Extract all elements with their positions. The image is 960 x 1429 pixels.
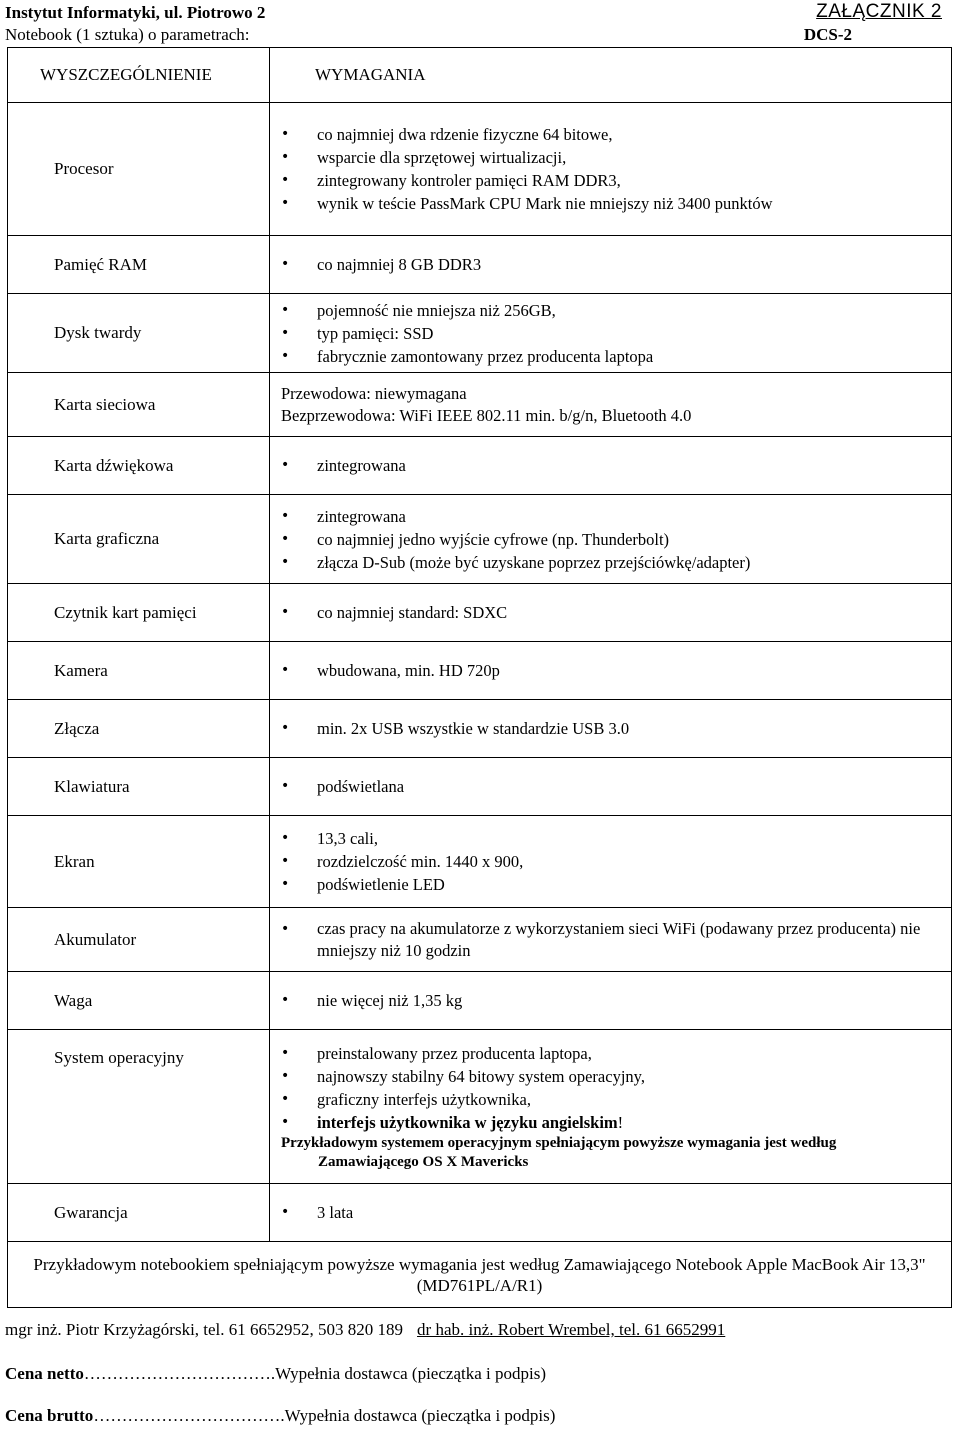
spec-item: • co najmniej jedno wyjście cyfrowe (np. Thunderbolt): [281, 528, 951, 551]
spec-line: Bezprzewodowa: WiFi IEEE 802.11 min. b/g/n, Bluetooth 4.0: [281, 405, 692, 425]
gross-price-field[interactable]: …………………………….Wypełnia dostawca (pieczątka i podpis): [93, 1406, 556, 1425]
net-price-field[interactable]: …………………………….Wypełnia dostawca (pieczątka i podpis): [83, 1364, 546, 1383]
spec-item: • podświetlana: [281, 775, 951, 798]
spec-item: • pojemność nie mniejsza niż 256GB,: [281, 299, 951, 322]
spec-item: • min. 2x USB wszystkie w standardzie USB 3.0: [281, 717, 951, 740]
spec-row-ram: [8, 236, 952, 294]
attachment-number: ZAŁĄCZNIK 2: [816, 1, 942, 22]
spec-item: • nie więcej niż 1,35 kg: [281, 989, 951, 1012]
spec-table: [7, 47, 952, 1308]
spec-item: • wsparcie dla sprzętowej wirtualizacji,: [281, 146, 951, 169]
note-line: Zamawiającego OS X Mavericks: [318, 1153, 529, 1170]
spec-item: • fabrycznie zamontowany przez producenta laptopa: [281, 345, 951, 368]
spec-label: Procesor: [8, 103, 270, 236]
spec-label: Karta sieciowa: [8, 373, 270, 437]
spec-row-disk: [8, 294, 952, 373]
spec-row-os: [8, 1030, 952, 1184]
spec-line: Przewodowa: niewymagana: [281, 383, 467, 403]
exclamation: !: [617, 1112, 624, 1132]
contact-krzyzagorski: mgr inż. Piotr Krzyżagórski, tel. 61 6652952, 503 820 189: [5, 1320, 404, 1339]
os-example-note: [281, 1134, 951, 1172]
spec-row-weight: [8, 972, 952, 1030]
spec-item: • zintegrowana: [281, 505, 951, 528]
spec-item-english-ui: [281, 1111, 951, 1134]
document-code: DCS-2: [803, 25, 852, 44]
institute-address: Instytut Informatyki, ul. Piotrowo 2: [5, 3, 266, 22]
spec-item: • typ pamięci: SSD: [281, 322, 951, 345]
spec-item: • zintegrowana: [281, 454, 951, 477]
spec-item: • graficzny interfejs użytkownika,: [281, 1088, 951, 1111]
spec-row-warranty: [8, 1184, 952, 1242]
spec-row-ports: [8, 700, 952, 758]
example-notebook-row: [8, 1242, 952, 1308]
gross-price-label: Cena brutto: [5, 1406, 94, 1425]
net-price-line: [5, 1364, 546, 1384]
spec-item: • najnowszy stabilny 64 bitowy system operacyjny,: [281, 1065, 951, 1088]
spec-item: • zintegrowany kontroler pamięci RAM DDR3,: [281, 169, 951, 192]
document-subtitle: Notebook (1 sztuka) o parametrach:: [5, 25, 250, 44]
spec-item: • co najmniej standard: SDXC: [281, 601, 951, 624]
spec-label: Karta dźwiękowa: [8, 437, 270, 495]
spec-item: • co najmniej dwa rdzenie fizyczne 64 bitowe,: [281, 123, 951, 146]
spec-item: • wynik w teście PassMark CPU Mark nie mniejszy niż 3400 punktów: [281, 192, 951, 215]
spec-row-screen: [8, 816, 952, 908]
table-header-row: [8, 48, 952, 103]
spec-item: • złącza D-Sub (może być uzyskane poprzez przejściówkę/adapter): [281, 551, 951, 574]
spec-label: Akumulator: [8, 908, 270, 972]
spec-item: • rozdzielczość min. 1440 x 900,: [281, 850, 951, 873]
spec-item: • preinstalowany przez producenta laptopa,: [281, 1042, 951, 1065]
spec-label: Waga: [8, 972, 270, 1030]
footer-line: Przykładowym notebookiem spełniającym powyższe wymagania jest według Zamawiającego Notebook Apple MacBook Air 13,3": [33, 1254, 926, 1274]
bold-requirement: interfejs użytkownika w języku angielskim: [317, 1112, 618, 1132]
net-price-label: Cena netto: [5, 1364, 84, 1383]
spec-item: • co najmniej 8 GB DDR3: [281, 253, 951, 276]
col-header-spec: WYSZCZEGÓLNIENIE: [8, 48, 270, 103]
footer-line: (MD761PL/A/R1): [416, 1275, 543, 1295]
contacts: [5, 1320, 725, 1340]
contact-wrembel: dr hab. inż. Robert Wrembel, tel. 61 6652991: [417, 1320, 726, 1339]
spec-row-network: [8, 373, 952, 437]
note-line: Przykładowym systemem operacyjnym spełniającym powyższe wymagania jest według: [281, 1134, 837, 1151]
spec-label: System operacyjny: [8, 1030, 270, 1184]
spec-item: • 13,3 cali,: [281, 827, 951, 850]
spec-row-card-reader: [8, 584, 952, 642]
spec-row-keyboard: [8, 758, 952, 816]
spec-label: Czytnik kart pamięci: [8, 584, 270, 642]
gross-price-line: [5, 1406, 555, 1426]
spec-row-procesor: [8, 103, 952, 236]
example-notebook-note: [8, 1242, 952, 1308]
spec-label: Złącza: [8, 700, 270, 758]
col-header-req: WYMAGANIA: [270, 48, 952, 103]
spec-label: Kamera: [8, 642, 270, 700]
spec-row-camera: [8, 642, 952, 700]
spec-label: Klawiatura: [8, 758, 270, 816]
spec-item: • 3 lata: [281, 1201, 951, 1224]
spec-item: • wbudowana, min. HD 720p: [281, 659, 951, 682]
spec-item: • podświetlenie LED: [281, 873, 951, 896]
spec-label: Gwarancja: [8, 1184, 270, 1242]
spec-row-sound: [8, 437, 952, 495]
spec-label: Ekran: [8, 816, 270, 908]
spec-label: Pamięć RAM: [8, 236, 270, 294]
spec-row-graphics: [8, 495, 952, 584]
spec-label: Karta graficzna: [8, 495, 270, 584]
spec-item: • czas pracy na akumulatorze z wykorzystaniem sieci WiFi (podawany przez producenta) nie mniejszy niż 10 godzin: [281, 918, 921, 962]
spec-row-battery: [8, 908, 952, 972]
spec-label: Dysk twardy: [8, 294, 270, 373]
